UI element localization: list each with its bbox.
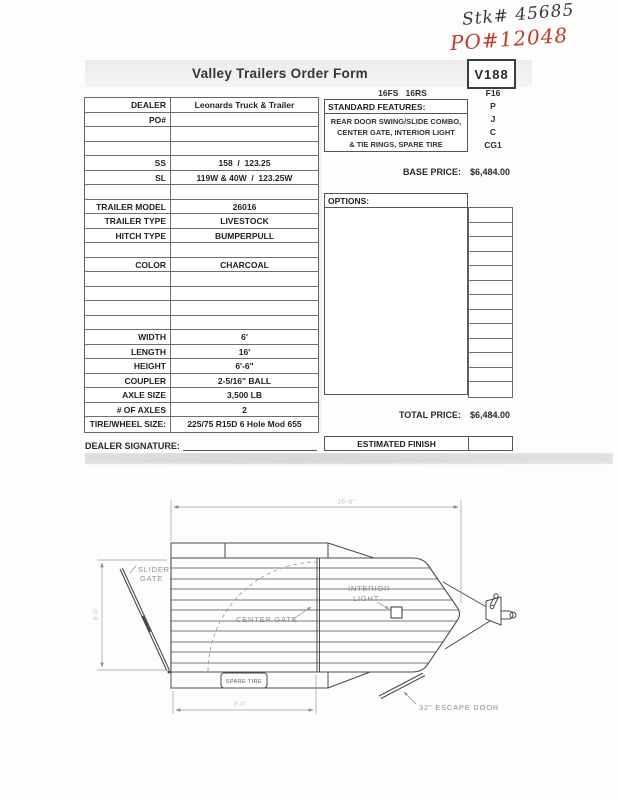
field-value: 6'-6" (235, 361, 254, 371)
table-row (85, 388, 318, 403)
model-variants: 16FS 16RS (378, 88, 427, 98)
base-price-row (370, 167, 510, 177)
field-value: 16' (238, 346, 251, 357)
field-label (85, 127, 171, 141)
feature-line: & TIE RINGS, SPARE TIRE (349, 139, 443, 149)
interior-light-label: INTERIOR (348, 584, 391, 593)
field-value (171, 127, 318, 141)
base-price-label: BASE PRICE: (402, 167, 461, 177)
spare-tire-box (221, 673, 267, 688)
total-price-label: TOTAL PRICE: (398, 410, 461, 420)
tongue-and-coupler (443, 582, 516, 649)
field-value: 119W & 40W / 123.25W (196, 172, 293, 183)
options-blank-cell (469, 266, 512, 281)
total-price-value: $6,484.00 (469, 410, 510, 420)
dealer-signature-label: DEALER SIGNATURE: (85, 441, 180, 451)
estimated-finish-label: ESTIMATED FINISH (325, 437, 469, 450)
field-value: 26016 (232, 201, 257, 212)
field-label: COUPLER (85, 374, 171, 388)
variant-code: F16 (485, 88, 501, 98)
field-value (171, 272, 318, 286)
field-value (171, 113, 318, 127)
feature-code: P (490, 101, 496, 111)
options-blank-cell (469, 353, 512, 368)
table-row (85, 287, 318, 302)
field-label: PO# (85, 113, 171, 127)
field-value: 2-5/16" BALL (217, 375, 272, 386)
options-blank-cell (469, 208, 512, 223)
options-box (324, 193, 468, 395)
slider-gate-lines (120, 568, 170, 673)
estimated-finish-box (324, 436, 513, 451)
table-row (85, 127, 318, 142)
field-label: HITCH TYPE (85, 229, 171, 243)
table-row (85, 229, 318, 244)
slider-gate-label: GATE (140, 574, 164, 583)
field-label: COLOR (85, 258, 171, 272)
feature-line: CENTER GATE, INTERIOR LIGHT (337, 128, 455, 137)
width-dimension-text: 6'-0" (93, 607, 100, 621)
field-value: 2 (242, 404, 247, 415)
field-label (85, 142, 171, 156)
options-blank-cell (469, 252, 512, 267)
field-label: TIRE/WHEEL SIZE: (85, 417, 171, 432)
field-label: HEIGHT (85, 359, 171, 373)
table-row (85, 374, 318, 389)
field-label (85, 287, 171, 301)
table-row (85, 272, 318, 287)
page-title: Valley Trailers Order Form (192, 66, 368, 81)
options-blank-cell (469, 223, 512, 238)
table-row (85, 156, 318, 171)
form-code-box: V188 (467, 59, 516, 89)
table-row (85, 214, 318, 229)
field-value: LIVESTOCK (220, 216, 269, 226)
table-row (85, 243, 318, 258)
field-label: TRAILER TYPE (85, 214, 171, 228)
trailer-body-outline (171, 558, 460, 672)
standard-features-header: STANDARD FEATURES: (325, 100, 467, 114)
center-gate-label: CENTER GATE (236, 615, 298, 624)
table-row (85, 359, 318, 374)
table-row (85, 417, 318, 432)
center-gate-lines (317, 558, 320, 672)
table-row (85, 98, 318, 113)
field-value (171, 142, 318, 156)
table-row (85, 171, 318, 186)
feature-line: REAR DOOR SWING/SLIDE COMBO, (330, 116, 462, 126)
standard-features-box (324, 99, 468, 152)
base-price-value: $6,484.00 (469, 167, 510, 177)
field-label: TRAILER MODEL (85, 200, 171, 214)
field-value: BUMPERPULL (214, 230, 275, 241)
table-row (85, 345, 318, 360)
field-label: LENGTH (85, 345, 171, 359)
table-row (85, 403, 318, 418)
options-blank-cell (469, 368, 512, 383)
field-value (171, 185, 318, 199)
field-value: 3,500 LB (227, 390, 262, 400)
options-blank-cell (469, 382, 512, 397)
table-row (85, 142, 318, 157)
interior-light-label: LIGHT (353, 594, 380, 603)
options-header: OPTIONS: (325, 194, 467, 208)
order-table (84, 97, 319, 433)
handwritten-stock-number: Stk# 45685 (461, 0, 576, 30)
options-blank-cell (469, 324, 512, 339)
field-value: 158 / 123.25 (218, 158, 271, 168)
field-value (171, 287, 318, 301)
field-label: SS (85, 156, 171, 170)
feature-code: C (489, 127, 497, 137)
field-value: 6' (241, 332, 248, 342)
escape-door-lines (379, 673, 425, 699)
field-value: 225/75 R15D 6 Hole Mod 655 (187, 419, 302, 429)
slider-gate-label: SLIDER (138, 565, 170, 574)
table-row (85, 185, 318, 200)
rear-section-dimension-text: 8'-0" (233, 701, 247, 708)
table-row (85, 258, 318, 273)
length-dimension-text: 16'-0" (337, 499, 355, 506)
field-label: WIDTH (85, 330, 171, 344)
total-price-row (370, 410, 510, 420)
field-label (85, 243, 171, 257)
field-label (85, 301, 171, 315)
field-label (85, 272, 171, 286)
signature-line (183, 440, 317, 451)
feature-code: CG1 (484, 140, 502, 150)
field-label (85, 316, 171, 330)
trailer-diagram (0, 470, 618, 800)
field-label: # OF AXLES (85, 403, 171, 417)
table-row (85, 316, 318, 331)
table-row (85, 113, 318, 128)
field-value (171, 301, 318, 315)
table-row (85, 330, 318, 345)
options-blank-cell (469, 339, 512, 354)
handwritten-po-number: PO#12048 (449, 22, 569, 56)
options-blank-cell (469, 310, 512, 325)
spare-tire-label: SPARE TIRE (225, 679, 263, 685)
escape-door-label: 32" ESCAPE DOOR (419, 703, 500, 712)
table-row (85, 200, 318, 215)
feature-code: J (490, 114, 496, 124)
length-dimension (171, 500, 461, 603)
field-label: AXLE SIZE (85, 388, 171, 402)
options-cells (468, 207, 513, 398)
options-blank-cell (469, 295, 512, 310)
field-value: CHARCOAL (220, 259, 269, 270)
scan-band (85, 453, 613, 464)
estimated-finish-value-cell (469, 437, 512, 450)
field-value: Leonards Truck & Trailer (194, 100, 295, 110)
dealer-signature-row (85, 440, 317, 451)
field-value (171, 316, 318, 330)
field-value (171, 243, 318, 257)
field-label: DEALER (85, 98, 171, 112)
options-blank-cell (469, 281, 512, 296)
interior-light-marker (391, 607, 402, 618)
field-label (85, 185, 171, 199)
options-blank-cell (469, 237, 512, 252)
field-label: SL (85, 171, 171, 185)
table-row (85, 301, 318, 316)
